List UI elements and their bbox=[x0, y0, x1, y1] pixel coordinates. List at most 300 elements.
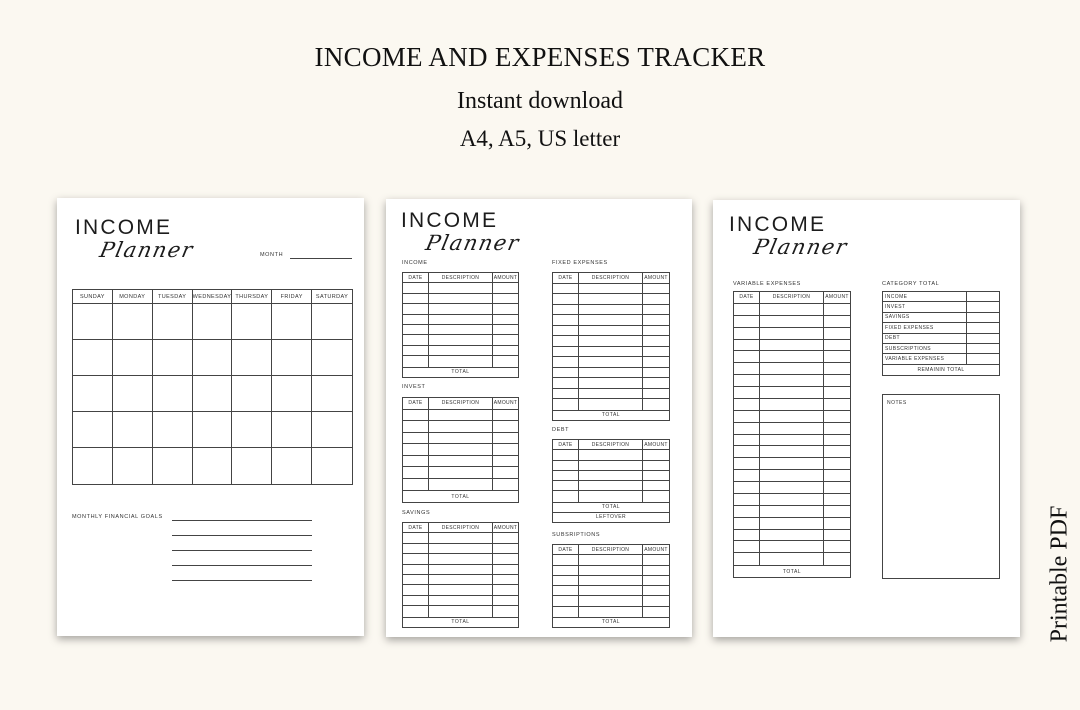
table-cell bbox=[579, 450, 643, 459]
table-row bbox=[553, 461, 669, 471]
weekday-header: SUNDAY bbox=[73, 290, 113, 304]
table-cell bbox=[824, 446, 850, 457]
table-cell bbox=[734, 387, 760, 398]
table-row bbox=[553, 347, 669, 358]
table-cell bbox=[760, 553, 824, 565]
table-row bbox=[734, 304, 850, 316]
table-cell bbox=[493, 356, 518, 366]
table-cell bbox=[760, 375, 824, 386]
subtitle: Instant download bbox=[457, 88, 623, 114]
category-value-cell bbox=[967, 292, 999, 301]
table-cell bbox=[579, 336, 643, 346]
table-row bbox=[553, 491, 669, 501]
table-cell bbox=[760, 530, 824, 541]
notes-box bbox=[882, 394, 1000, 579]
table-cell bbox=[403, 565, 429, 574]
goal-line bbox=[172, 535, 312, 536]
table-cell bbox=[493, 346, 518, 355]
table-row bbox=[734, 351, 850, 363]
table-row bbox=[553, 555, 669, 565]
table-cell bbox=[493, 315, 518, 324]
category-value-cell bbox=[967, 354, 999, 363]
table-cell bbox=[824, 423, 850, 434]
table-cell bbox=[734, 316, 760, 327]
table-row bbox=[553, 284, 669, 295]
table-cell bbox=[643, 555, 669, 564]
table-cell bbox=[824, 387, 850, 398]
table-cell bbox=[553, 368, 579, 378]
table-cell bbox=[553, 576, 579, 585]
table-row bbox=[403, 444, 518, 456]
column-header: AMOUNT bbox=[644, 546, 668, 553]
table-cell bbox=[429, 554, 493, 563]
table-row bbox=[734, 458, 850, 470]
table-row bbox=[403, 596, 518, 606]
table-row bbox=[734, 363, 850, 375]
table-cell bbox=[403, 467, 429, 478]
table-row bbox=[553, 305, 669, 316]
weekday-header: THURSDAY bbox=[232, 290, 272, 304]
table-row bbox=[403, 315, 518, 325]
table-row bbox=[403, 544, 518, 554]
table-cell bbox=[403, 596, 429, 605]
column-header: DATE bbox=[553, 440, 579, 449]
leftover-row: LEFTOVER bbox=[553, 512, 669, 522]
table-cell bbox=[760, 328, 824, 339]
table-cell bbox=[760, 435, 824, 446]
table-cell bbox=[824, 375, 850, 386]
table-cell bbox=[824, 304, 850, 315]
calendar-grid bbox=[72, 289, 353, 485]
table-row bbox=[403, 346, 518, 356]
table-row bbox=[403, 421, 518, 433]
table-cell bbox=[643, 607, 669, 617]
category-name: SUBSCRIPTIONS bbox=[883, 344, 967, 353]
main-title: INCOME AND EXPENSES TRACKER bbox=[314, 42, 766, 72]
calendar-day-cell bbox=[312, 340, 352, 376]
goal-line bbox=[172, 580, 312, 581]
table-cell bbox=[734, 304, 760, 315]
calendar-day-cell bbox=[193, 412, 233, 448]
table-row bbox=[734, 316, 850, 328]
table-cell bbox=[579, 399, 643, 410]
table-cell bbox=[429, 467, 493, 478]
calendar-day-cell bbox=[232, 376, 272, 412]
table-row bbox=[734, 423, 850, 435]
table-cell bbox=[553, 491, 579, 501]
table-cell bbox=[734, 328, 760, 339]
table-cell bbox=[643, 336, 669, 346]
table-cell bbox=[760, 399, 824, 410]
table-cell bbox=[734, 518, 760, 529]
table-cell bbox=[579, 471, 643, 480]
table-cell bbox=[493, 565, 518, 574]
weekday-header: FRIDAY bbox=[272, 290, 312, 304]
table-row bbox=[553, 481, 669, 491]
category-section-label: CATEGORY TOTAL bbox=[882, 281, 940, 287]
table-cell bbox=[734, 482, 760, 493]
table-row bbox=[734, 399, 850, 411]
table-row bbox=[734, 411, 850, 423]
table-cell bbox=[579, 389, 643, 399]
category-row bbox=[883, 344, 999, 354]
table-cell bbox=[643, 586, 669, 595]
total-row: TOTAL bbox=[553, 410, 669, 421]
table-cell bbox=[643, 471, 669, 480]
month-line bbox=[290, 258, 352, 259]
table-cell bbox=[579, 461, 643, 470]
table-cell bbox=[824, 328, 850, 339]
debt-table bbox=[552, 439, 670, 523]
column-header: AMOUNT bbox=[493, 400, 518, 407]
table-cell bbox=[493, 410, 518, 421]
table-cell bbox=[824, 541, 850, 552]
table-cell bbox=[403, 294, 429, 303]
calendar-day-cell bbox=[113, 448, 153, 484]
table-cell bbox=[493, 554, 518, 563]
calendar-day-cell bbox=[113, 412, 153, 448]
table-cell bbox=[824, 363, 850, 374]
table-row bbox=[553, 389, 669, 400]
subs-section-label: SUBSRIPTIONS bbox=[552, 532, 601, 538]
table-cell bbox=[553, 389, 579, 399]
table-row bbox=[403, 356, 518, 366]
column-header: AMOUNT bbox=[825, 294, 849, 301]
calendar-day-cell bbox=[153, 340, 193, 376]
table-header-row bbox=[403, 398, 518, 410]
category-name: INVEST bbox=[883, 302, 967, 311]
table-cell bbox=[429, 346, 493, 355]
formats-line: A4, A5, US letter bbox=[459, 126, 621, 151]
table-header-row bbox=[403, 523, 518, 533]
table-cell bbox=[643, 305, 669, 315]
table-cell bbox=[734, 530, 760, 541]
tracker-page bbox=[386, 199, 692, 637]
fixed-section-label: FIXED EXPENSES bbox=[552, 260, 608, 266]
brand-script: Planner bbox=[751, 235, 851, 259]
calendar-day-cell bbox=[113, 376, 153, 412]
total-row: TOTAL bbox=[553, 617, 669, 627]
table-row bbox=[734, 470, 850, 482]
calendar-day-cell bbox=[232, 304, 272, 340]
printable-pdf-label: Printable PDF bbox=[1046, 505, 1073, 643]
table-cell bbox=[760, 494, 824, 505]
table-header-row bbox=[553, 545, 669, 555]
table-row bbox=[553, 399, 669, 410]
weekday-header: TUESDAY bbox=[153, 290, 193, 304]
invest-section-label: INVEST bbox=[402, 384, 426, 390]
goals-label: MONTHLY FINANCIAL GOALS bbox=[72, 514, 163, 520]
table-cell bbox=[429, 456, 493, 467]
table-cell bbox=[403, 315, 429, 324]
table-header-row bbox=[403, 273, 518, 283]
table-cell bbox=[403, 410, 429, 421]
debt-section-label: DEBT bbox=[552, 427, 570, 433]
table-row bbox=[734, 482, 850, 494]
table-cell bbox=[403, 479, 429, 491]
table-cell bbox=[579, 576, 643, 585]
table-cell bbox=[824, 316, 850, 327]
savings-section-label: SAVINGS bbox=[402, 510, 431, 516]
table-row bbox=[403, 467, 518, 479]
table-cell bbox=[824, 482, 850, 493]
table-cell bbox=[403, 606, 429, 616]
table-cell bbox=[403, 283, 429, 292]
table-cell bbox=[553, 596, 579, 605]
total-row: TOTAL bbox=[734, 565, 850, 577]
table-cell bbox=[760, 518, 824, 529]
table-row bbox=[734, 435, 850, 447]
calendar-day-cell bbox=[153, 304, 193, 340]
table-cell bbox=[643, 576, 669, 585]
variable-section-label: VARIABLE EXPENSES bbox=[733, 281, 801, 287]
brand-word: INCOME bbox=[729, 213, 827, 236]
category-value-cell bbox=[967, 334, 999, 343]
table-cell bbox=[734, 399, 760, 410]
table-cell bbox=[760, 363, 824, 374]
table-cell bbox=[643, 389, 669, 399]
table-row bbox=[403, 433, 518, 445]
table-cell bbox=[429, 410, 493, 421]
table-row bbox=[403, 606, 518, 616]
brand-script: Planner bbox=[423, 231, 523, 255]
column-header: DESCRIPTION bbox=[429, 398, 493, 409]
table-cell bbox=[579, 607, 643, 617]
table-cell bbox=[643, 315, 669, 325]
table-cell bbox=[553, 315, 579, 325]
table-row bbox=[403, 575, 518, 585]
table-cell bbox=[579, 305, 643, 315]
table-cell bbox=[553, 607, 579, 617]
calendar-day-cell bbox=[312, 304, 352, 340]
table-cell bbox=[760, 340, 824, 351]
month-label: MONTH bbox=[260, 252, 284, 258]
table-cell bbox=[760, 470, 824, 481]
category-name: SAVINGS bbox=[883, 313, 967, 322]
total-row: TOTAL bbox=[403, 617, 518, 627]
table-row bbox=[553, 368, 669, 379]
calendar-day-cell bbox=[193, 340, 233, 376]
notes-label: NOTES bbox=[887, 400, 907, 406]
weekday-header: MONDAY bbox=[113, 290, 153, 304]
table-cell bbox=[403, 304, 429, 313]
column-header: DATE bbox=[403, 273, 429, 282]
table-cell bbox=[579, 596, 643, 605]
table-header-row bbox=[553, 440, 669, 450]
table-row bbox=[734, 340, 850, 352]
column-header: DATE bbox=[553, 545, 579, 554]
table-cell bbox=[403, 554, 429, 563]
table-cell bbox=[493, 421, 518, 432]
table-row bbox=[403, 410, 518, 422]
table-row bbox=[553, 326, 669, 337]
calendar-day-cell bbox=[153, 448, 193, 484]
calendar-day-cell bbox=[193, 376, 233, 412]
category-value-cell bbox=[967, 302, 999, 311]
table-cell bbox=[493, 479, 518, 491]
table-cell bbox=[824, 494, 850, 505]
category-row bbox=[883, 313, 999, 323]
table-cell bbox=[553, 378, 579, 388]
category-value-cell bbox=[967, 344, 999, 353]
table-cell bbox=[553, 586, 579, 595]
table-cell bbox=[760, 458, 824, 469]
table-cell bbox=[643, 378, 669, 388]
table-row bbox=[734, 494, 850, 506]
table-cell bbox=[403, 335, 429, 344]
table-row bbox=[403, 565, 518, 575]
table-cell bbox=[643, 357, 669, 367]
table-row bbox=[403, 533, 518, 543]
calendar-page bbox=[57, 198, 364, 636]
table-cell bbox=[643, 368, 669, 378]
table-cell bbox=[643, 461, 669, 470]
table-cell bbox=[429, 304, 493, 313]
table-row bbox=[553, 576, 669, 586]
table-cell bbox=[553, 305, 579, 315]
table-row bbox=[734, 541, 850, 553]
fixed-table bbox=[552, 272, 670, 421]
calendar-day-cell bbox=[272, 340, 312, 376]
table-cell bbox=[734, 458, 760, 469]
category-name: VARIABLE EXPENSES bbox=[883, 354, 967, 363]
table-cell bbox=[429, 421, 493, 432]
goal-line bbox=[172, 550, 312, 551]
calendar-day-cell bbox=[272, 304, 312, 340]
calendar-day-cell bbox=[193, 304, 233, 340]
total-row: TOTAL bbox=[403, 367, 518, 377]
brand-word: INCOME bbox=[75, 216, 173, 239]
table-row bbox=[734, 530, 850, 542]
category-row bbox=[883, 323, 999, 333]
table-cell bbox=[429, 596, 493, 605]
table-cell bbox=[760, 446, 824, 457]
table-cell bbox=[643, 566, 669, 575]
table-cell bbox=[734, 411, 760, 422]
table-cell bbox=[643, 596, 669, 605]
column-header: DATE bbox=[553, 273, 579, 283]
table-cell bbox=[429, 565, 493, 574]
table-cell bbox=[493, 304, 518, 313]
category-value-cell bbox=[967, 313, 999, 322]
savings-table bbox=[402, 522, 519, 628]
table-cell bbox=[403, 544, 429, 553]
table-row bbox=[553, 357, 669, 368]
table-cell bbox=[579, 326, 643, 336]
table-row bbox=[734, 553, 850, 565]
table-cell bbox=[403, 444, 429, 455]
table-cell bbox=[553, 284, 579, 294]
table-cell bbox=[824, 399, 850, 410]
table-cell bbox=[553, 566, 579, 575]
table-cell bbox=[403, 421, 429, 432]
table-cell bbox=[493, 294, 518, 303]
table-cell bbox=[493, 585, 518, 594]
calendar-day-cell bbox=[232, 412, 272, 448]
table-cell bbox=[579, 347, 643, 357]
total-row: TOTAL bbox=[553, 502, 669, 512]
table-cell bbox=[643, 347, 669, 357]
table-cell bbox=[553, 471, 579, 480]
table-row bbox=[734, 518, 850, 530]
table-row bbox=[734, 506, 850, 518]
table-cell bbox=[760, 351, 824, 362]
table-cell bbox=[643, 326, 669, 336]
table-cell bbox=[760, 506, 824, 517]
table-cell bbox=[429, 479, 493, 491]
subs-table bbox=[552, 544, 670, 628]
table-cell bbox=[579, 481, 643, 490]
table-cell bbox=[553, 481, 579, 490]
table-row bbox=[553, 450, 669, 460]
table-cell bbox=[403, 575, 429, 584]
table-cell bbox=[493, 544, 518, 553]
table-cell bbox=[429, 335, 493, 344]
table-cell bbox=[760, 482, 824, 493]
category-table bbox=[882, 291, 1000, 376]
table-cell bbox=[429, 533, 493, 542]
table-cell bbox=[579, 284, 643, 294]
table-cell bbox=[553, 357, 579, 367]
table-cell bbox=[553, 555, 579, 564]
table-cell bbox=[429, 356, 493, 366]
column-header: DATE bbox=[403, 398, 429, 409]
calendar-day-cell bbox=[113, 340, 153, 376]
table-row bbox=[734, 446, 850, 458]
table-cell bbox=[824, 553, 850, 565]
table-row bbox=[403, 585, 518, 595]
weekday-header: WEDNESDAY bbox=[193, 290, 233, 304]
table-cell bbox=[760, 541, 824, 552]
category-name: DEBT bbox=[883, 334, 967, 343]
table-cell bbox=[579, 357, 643, 367]
invest-table bbox=[402, 397, 519, 503]
income-section-label: INCOME bbox=[402, 260, 428, 266]
table-row bbox=[403, 479, 518, 491]
table-cell bbox=[429, 283, 493, 292]
table-cell bbox=[403, 456, 429, 467]
column-header: DESCRIPTION bbox=[429, 273, 493, 282]
table-cell bbox=[429, 315, 493, 324]
table-cell bbox=[403, 325, 429, 334]
table-cell bbox=[734, 553, 760, 565]
table-cell bbox=[493, 575, 518, 584]
table-cell bbox=[493, 283, 518, 292]
calendar-day-cell bbox=[73, 340, 113, 376]
calendar-day-cell bbox=[272, 376, 312, 412]
table-cell bbox=[403, 346, 429, 355]
table-cell bbox=[403, 585, 429, 594]
table-cell bbox=[553, 450, 579, 459]
column-header: DESCRIPTION bbox=[579, 273, 643, 283]
table-cell bbox=[403, 533, 429, 542]
table-cell bbox=[824, 340, 850, 351]
table-cell bbox=[429, 325, 493, 334]
table-cell bbox=[824, 351, 850, 362]
table-row bbox=[553, 566, 669, 576]
column-header: DATE bbox=[734, 292, 760, 303]
calendar-day-cell bbox=[312, 412, 352, 448]
table-cell bbox=[493, 533, 518, 542]
table-cell bbox=[734, 470, 760, 481]
table-cell bbox=[553, 336, 579, 346]
table-cell bbox=[493, 433, 518, 444]
table-header-row bbox=[734, 292, 850, 304]
table-cell bbox=[553, 294, 579, 304]
table-cell bbox=[643, 491, 669, 501]
table-cell bbox=[734, 435, 760, 446]
table-cell bbox=[553, 461, 579, 470]
